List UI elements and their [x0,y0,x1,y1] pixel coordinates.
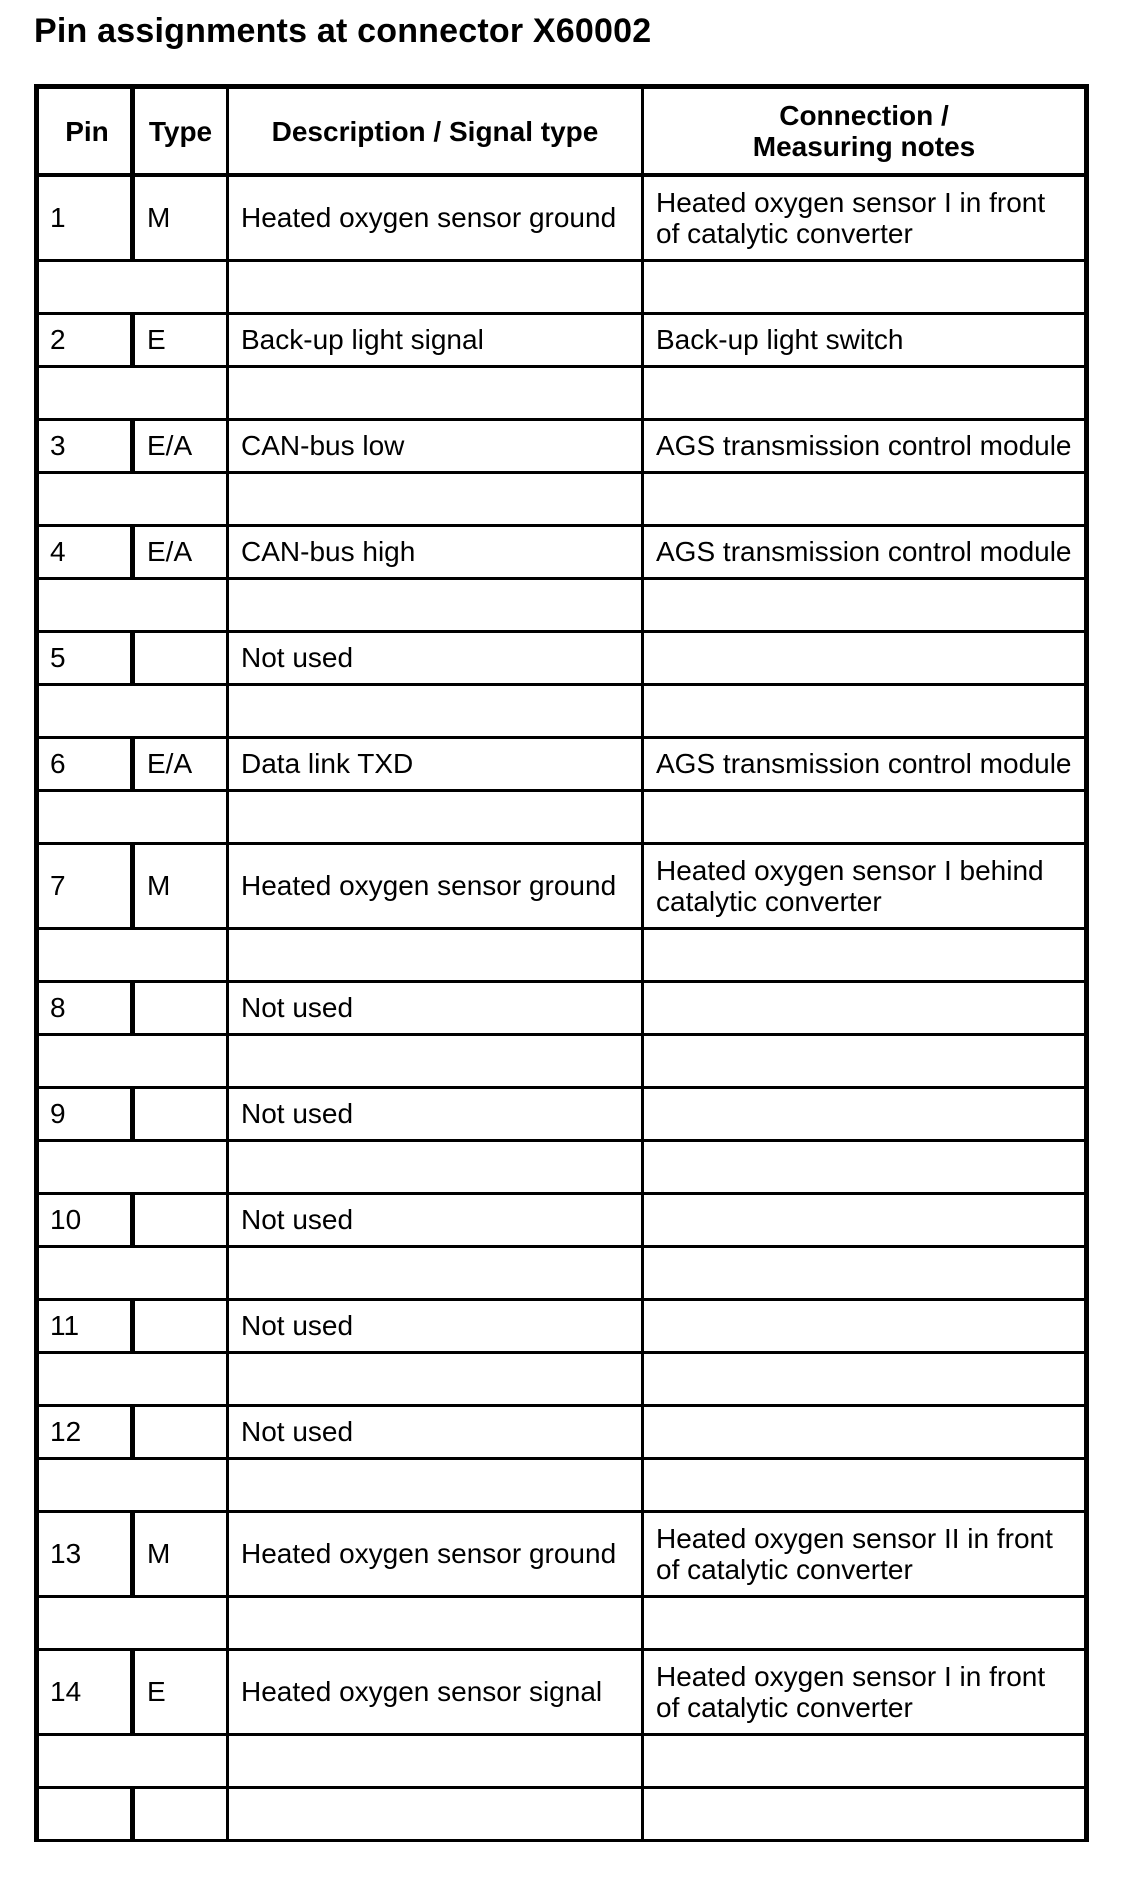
table-row [37,1405,1087,1458]
spacer-cell [37,928,228,981]
spacer-row [37,366,1087,419]
spacer-row [37,578,1087,631]
spacer-cell [228,578,643,631]
header-description: Description / Signal type [228,87,643,176]
table-body [37,175,1087,1840]
connection-cell [643,631,1087,684]
spacer-row [37,928,1087,981]
type-cell: E/A [133,525,228,578]
connection-cell [643,175,1087,260]
connection-line2: of catalytic converter [656,1691,913,1723]
spacer-row [37,1734,1087,1787]
connection-line1: Heated oxygen sensor II in front [656,1522,1053,1554]
connection-cell [643,1087,1087,1140]
spacer-cell [643,366,1087,419]
spacer-row [37,790,1087,843]
header-type: Type [133,87,228,176]
spacer-cell [37,260,228,313]
table-row [37,419,1087,472]
spacer-cell [643,928,1087,981]
type-cell: M [133,1511,228,1596]
connection-line1: Back-up light switch [656,324,904,355]
connection-line2: of catalytic converter [656,1553,913,1585]
spacer-cell [643,684,1087,737]
spacer-cell [228,1246,643,1299]
description-cell: Not used [228,1193,643,1246]
spacer-cell [228,684,643,737]
spacer-cell [37,790,228,843]
connection-cell [643,313,1087,366]
header-connection-line1: Connection / [779,100,949,131]
header-pin: Pin [37,87,133,176]
connection-cell [643,1405,1087,1458]
type-cell [133,981,228,1034]
pin-cell: 6 [37,737,133,790]
spacer-cell [37,1596,228,1649]
table-row [37,313,1087,366]
table-row [37,1193,1087,1246]
connection-cell [643,1193,1087,1246]
type-cell [133,631,228,684]
spacer-cell [643,1034,1087,1087]
type-cell [133,1405,228,1458]
connection-line2: catalytic converter [656,885,882,917]
description-cell: Not used [228,1299,643,1352]
spacer-cell [228,260,643,313]
pin-cell: 11 [37,1299,133,1352]
spacer-row [37,1140,1087,1193]
description-cell: Back-up light signal [228,313,643,366]
connection-line1: Heated oxygen sensor I behind [656,854,1044,886]
pin-cell: 5 [37,631,133,684]
spacer-cell [643,1352,1087,1405]
header-connection-line2: Measuring notes [752,131,976,162]
description-cell: Heated oxygen sensor ground [228,1511,643,1596]
type-cell: E/A [133,737,228,790]
header-connection [643,87,1087,176]
type-cell: E [133,1649,228,1734]
connection-line1: AGS transmission control module [656,536,1072,567]
table-row-cutoff [37,1787,1087,1840]
table-row [37,1649,1087,1734]
table-row [37,1299,1087,1352]
spacer-cell [228,366,643,419]
spacer-cell [643,790,1087,843]
pin-assignment-table [34,84,1089,1842]
spacer-row [37,1458,1087,1511]
pin-cell: 9 [37,1087,133,1140]
spacer-cell [643,260,1087,313]
spacer-cell [37,1246,228,1299]
table-row [37,843,1087,928]
table-row [37,631,1087,684]
description-cell: CAN-bus low [228,419,643,472]
pin-cell: 13 [37,1511,133,1596]
spacer-cell [228,1596,643,1649]
description-cell: Not used [228,1087,643,1140]
spacer-cell [37,684,228,737]
table-row [37,1511,1087,1596]
spacer-row [37,1034,1087,1087]
spacer-cell [37,578,228,631]
connection-cell [643,1299,1087,1352]
connection-line1: AGS transmission control module [656,430,1072,461]
spacer-row [37,1246,1087,1299]
description-cell: Heated oxygen sensor ground [228,843,643,928]
connection-line1: Heated oxygen sensor I in front [656,1660,1046,1692]
spacer-cell [228,790,643,843]
spacer-cell [643,578,1087,631]
spacer-cell [228,1458,643,1511]
pin-cell: 7 [37,843,133,928]
pin-cell: 2 [37,313,133,366]
spacer-cell [643,1246,1087,1299]
type-cell [133,1299,228,1352]
pin-cell: 8 [37,981,133,1034]
type-cell [133,1087,228,1140]
pin-cell: 3 [37,419,133,472]
spacer-cell [228,1734,643,1787]
connection-line2: of catalytic converter [656,217,913,249]
pin-cell: 1 [37,175,133,260]
spacer-row [37,1352,1087,1405]
description-cell: Not used [228,981,643,1034]
page-title: Pin assignments at connector X60002 [34,12,652,50]
empty-cell [228,1787,643,1840]
spacer-cell [37,1034,228,1087]
empty-cell [37,1787,133,1840]
connection-cell [643,981,1087,1034]
table-row [37,525,1087,578]
empty-cell [643,1787,1087,1840]
spacer-cell [37,366,228,419]
table-row [37,737,1087,790]
description-cell: Heated oxygen sensor ground [228,175,643,260]
type-cell: E [133,313,228,366]
connection-cell [643,1649,1087,1734]
type-cell [133,1193,228,1246]
spacer-cell [643,1458,1087,1511]
description-cell: Not used [228,631,643,684]
type-cell: M [133,843,228,928]
pin-cell: 14 [37,1649,133,1734]
spacer-row [37,472,1087,525]
connection-cell [643,1511,1087,1596]
spacer-row [37,1596,1087,1649]
description-cell: Not used [228,1405,643,1458]
connection-line1: AGS transmission control module [656,748,1072,779]
spacer-cell [37,1458,228,1511]
spacer-cell [228,1034,643,1087]
connection-line1: Heated oxygen sensor I in front [656,186,1046,218]
spacer-cell [228,472,643,525]
spacer-cell [228,1352,643,1405]
connection-cell [643,419,1087,472]
pin-cell: 10 [37,1193,133,1246]
spacer-row [37,260,1087,313]
description-cell: CAN-bus high [228,525,643,578]
connection-cell [643,843,1087,928]
spacer-cell [643,1596,1087,1649]
description-cell: Data link TXD [228,737,643,790]
table-row [37,981,1087,1034]
connection-cell [643,525,1087,578]
type-cell: M [133,175,228,260]
table-row [37,175,1087,260]
pin-cell: 12 [37,1405,133,1458]
spacer-cell [37,1352,228,1405]
spacer-cell [228,928,643,981]
spacer-cell [37,1734,228,1787]
table-row [37,1087,1087,1140]
table-header-row [37,87,1087,176]
spacer-cell [643,472,1087,525]
spacer-cell [228,1140,643,1193]
empty-cell [133,1787,228,1840]
spacer-cell [37,472,228,525]
spacer-cell [643,1734,1087,1787]
spacer-cell [643,1140,1087,1193]
spacer-cell [37,1140,228,1193]
spacer-row [37,684,1087,737]
connection-cell [643,737,1087,790]
pin-cell: 4 [37,525,133,578]
description-cell: Heated oxygen sensor signal [228,1649,643,1734]
type-cell: E/A [133,419,228,472]
